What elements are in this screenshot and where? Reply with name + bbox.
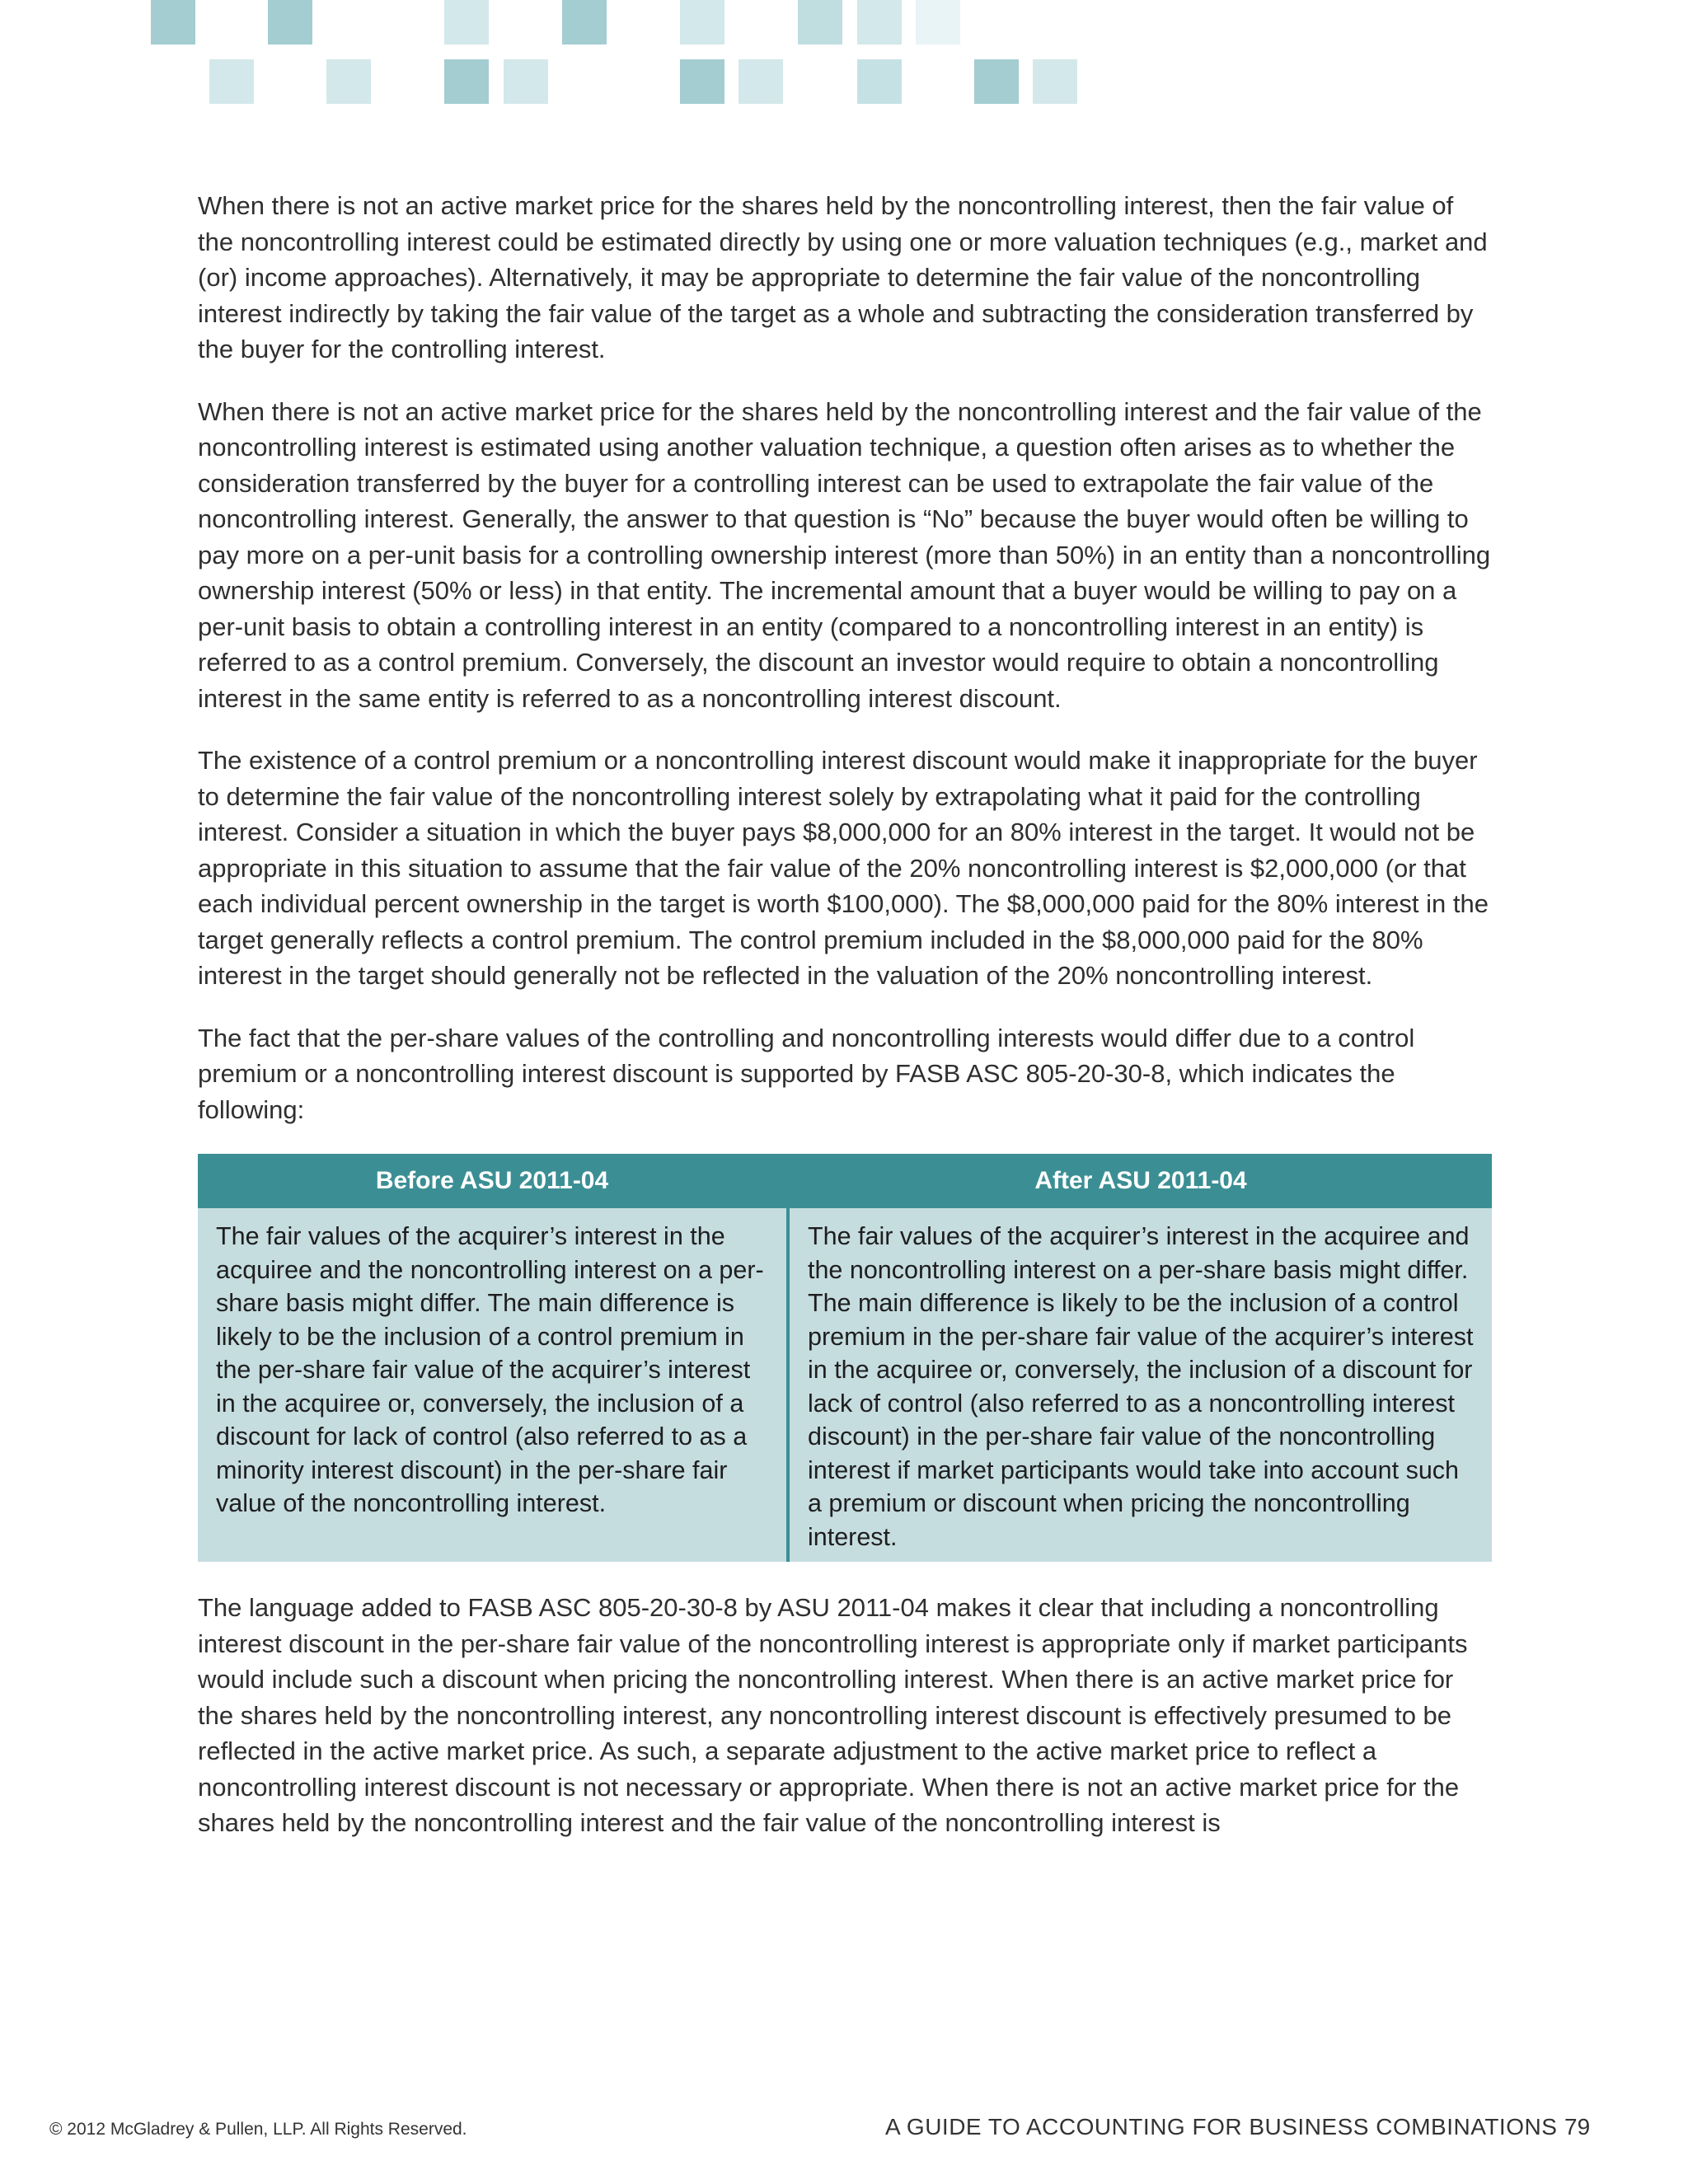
paragraph: The existence of a control premium or a noncontrolling interest discount would make it inappropriate for the buyer to determine the fair value of the noncontrolling interest solely by extrapolating what it paid for the controlling interest. Consider a situation in which the buyer pays $8,000,000 for an 80% interest in the target. It would not be appropriate in this situation to assume that the fair value of the 20% noncontrolling interest is $2,000,000 (or that each individual percent ownership in the target is worth $100,000). The $8,000,000 paid for the 80% interest in the target generally reflects a control premium. The control premium included in the $8,000,000 paid for the 80% interest in the target should generally not be reflected in the valuation of the 20% noncontrolling interest.: [198, 746, 1489, 990]
deco-square: [738, 59, 783, 104]
paragraph: When there is not an active market price for the shares held by the noncontrolling interest and the fair value of the noncontrolling interest is estimated using another valuation technique, a question often arises as to whether the consideration transferred by the buyer for a controlling interest can be used to extrapolate the fair value of the noncontrolling interest. Generally, the answer to that question is “No” because the buyer would often be willing to pay more on a per-unit basis for a controlling ownership interest (more than 50%) in an entity than a noncontrolling ownership interest (50% or less) in that entity. The incremental amount that a buyer would be willing to pay on a per-unit basis to obtain a controlling interest in an entity (compared to a noncontrolling interest in an entity) is referred to as a control premium. Conversely, the discount an investor would require to obtain a noncontrolling interest in the same entity is referred to as a noncontrolling interest discount.: [198, 396, 1491, 713]
footer-copyright: © 2012 McGladrey & Pullen, LLP. All Rights Reserved.: [49, 2120, 467, 2139]
deco-square: [680, 59, 724, 104]
paragraph: When there is not an active market price for the shares held by the noncontrolling interest, then the fair value of the noncontrolling interest could be estimated directly by using one or more valuation techniques (e.g., market and (or) income approaches). Alternatively, it may be appropriate to determine the fair value of the noncontrolling interest indirectly by taking the fair value of the target as a whole and subtracting the consideration transferred by the buyer for the controlling interest.: [198, 191, 1488, 363]
deco-square: [1033, 59, 1077, 104]
deco-square: [857, 59, 902, 104]
paragraph: The language added to FASB ASC 805-20-30-8 by ASU 2011-04 makes it clear that including a noncontrolling interest discount in the per-share fair value of the noncontrolling interest is appropriate only if market participants would include such a discount when pricing the noncontrolling interest. When there is an active market price for the shares held by the noncontrolling interest, any noncontrolling interest discount is effectively presumed to be reflected in the active market price. As such, a separate adjustment to the active market price to reflect a noncontrolling interest discount is not necessary or appropriate. When there is not an active market price for the shares held by the noncontrolling interest and the fair value of the noncontrolling interest is: [198, 1593, 1468, 1837]
header-decoration: [0, 0, 1154, 115]
page-content: [198, 188, 1492, 1868]
deco-square: [798, 0, 842, 45]
deco-square: [562, 0, 607, 45]
deco-square: [974, 59, 1019, 104]
table-header-row: [198, 1154, 1492, 1208]
deco-square: [444, 0, 489, 45]
deco-square: [209, 59, 254, 104]
deco-square: [504, 59, 548, 104]
asu-comparison-table: [198, 1154, 1492, 1562]
footer-guide-title: A GUIDE TO ACCOUNTING FOR BUSINESS COMBINATIONS: [885, 2114, 1558, 2139]
table-cell-before: The fair values of the acquirer’s interest in the acquiree and the noncontrolling interest on a per-share basis might differ. The main difference is likely to be the inclusion of a control premium in the per-share fair value of the acquirer’s interest in the acquiree or, conversely, the inclusion of a discount for lack of control (also referred to as a minority interest discount) in the per-share fair value of the noncontrolling interest.: [198, 1208, 788, 1562]
deco-square: [326, 59, 371, 104]
table-header-after: After ASU 2011-04: [788, 1154, 1492, 1208]
deco-square: [680, 0, 724, 45]
deco-square: [268, 0, 312, 45]
page-number: 79: [1564, 2114, 1591, 2139]
table-row: [198, 1208, 1492, 1562]
deco-square: [444, 59, 489, 104]
paragraph: The fact that the per-share values of the controlling and noncontrolling interests would differ due to a control premium or a noncontrolling interest discount is supported by FASB ASC 805-20-30-8, which indicates the following:: [198, 1023, 1415, 1124]
deco-square: [857, 0, 902, 45]
table-cell-after: The fair values of the acquirer’s interest in the acquiree and the noncontrolling interest on a per-share basis might differ. The main difference is likely to be the inclusion of a control premium in the per-share fair value of the acquirer’s interest in the acquiree or, conversely, the inclusion of a discount for lack of control (also referred to as a noncontrolling interest discount) in the per-share fair value of the noncontrolling interest if market participants would take into account such a premium or discount when pricing the noncontrolling interest.: [788, 1208, 1492, 1562]
deco-square: [151, 0, 195, 45]
deco-square: [916, 0, 960, 45]
table-header-before: Before ASU 2011-04: [198, 1154, 788, 1208]
